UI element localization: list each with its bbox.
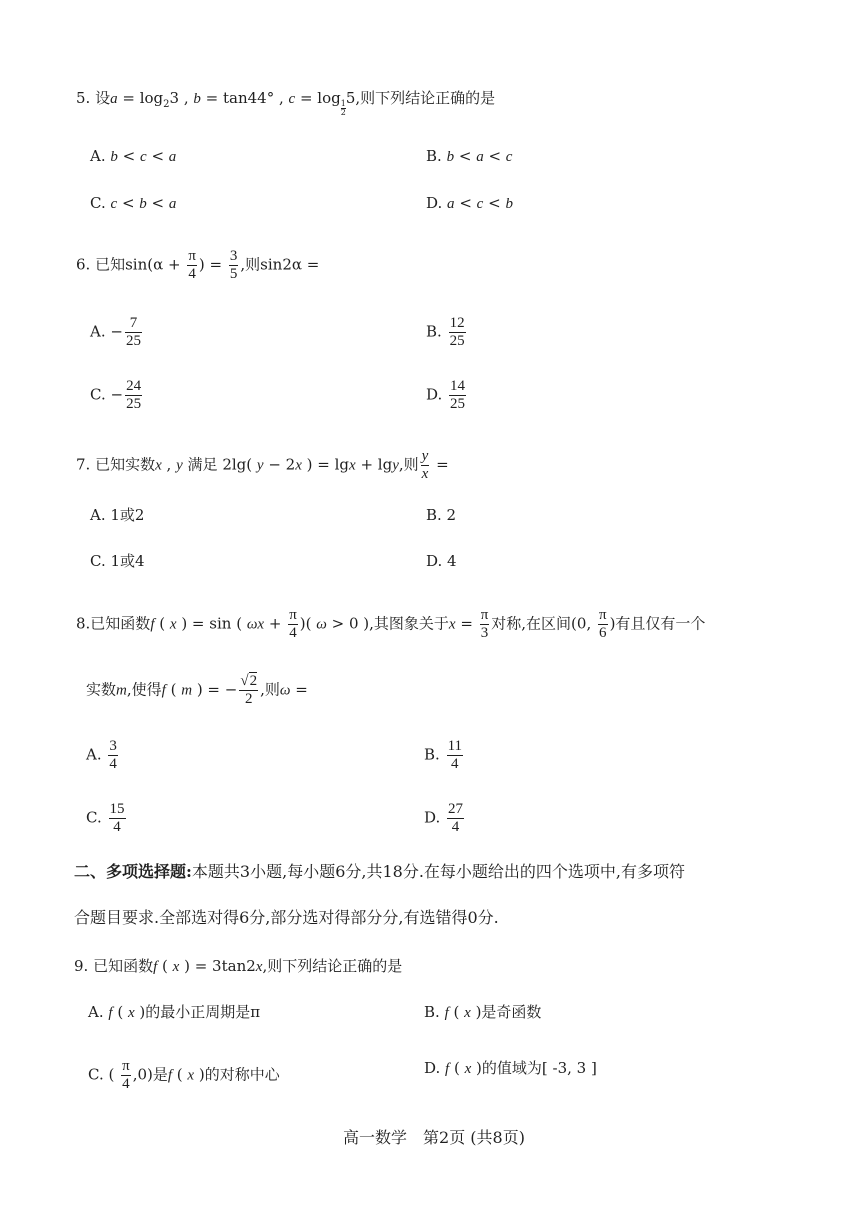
question-7-option-c: C. 1或4 xyxy=(90,552,145,570)
question-6-option-c: C. − $\frac{24}{25}$ xyxy=(90,378,142,412)
question-8-option-b: B. $\frac{11}{4}$ xyxy=(424,738,463,772)
question-9-option-c: C. ( $\frac{\pi}{4}$ ,0)是f ( x )的对称中心 xyxy=(88,1058,280,1092)
question-6-option-b: B. $\frac{12}{25}$ xyxy=(426,315,465,349)
section-2-intro-line2: 合题目要求.全部选对得6分,部分选对得部分分,有选错得0分. xyxy=(74,908,499,927)
question-8-option-c: C. $\frac{15}{4}$ xyxy=(86,801,125,835)
question-8-option-d: D. $\frac{27}{4}$ xyxy=(424,801,464,835)
question-9-stem: 9. 已知函数f ( x ) = 3tan2x,则下列结论正确的是 xyxy=(74,957,403,975)
question-6-option-d: D. $\frac{14}{25}$ xyxy=(426,378,466,412)
question-7-option-b: B. 2 xyxy=(426,506,457,524)
question-7-stem: 7. 已知实数x , y 满足 2lg( y − 2x ) = lgx + lgy,则 $\frac{y}{x}$ = xyxy=(76,448,449,482)
question-9-option-d: D. f ( x )的值域为[ -3, 3 ] xyxy=(424,1059,597,1077)
question-7-option-a: A. 1或2 xyxy=(90,506,145,524)
question-5-option-b: B. b < a < c xyxy=(426,147,513,165)
question-5-option-a: A. b < c < a xyxy=(90,147,177,165)
question-8-stem-line2: 实数m,使得f ( m ) = − $\frac{√2}{2}$ ,则ω = xyxy=(86,673,308,707)
question-8-option-a: A. $\frac{3}{4}$ xyxy=(86,738,117,772)
question-5-stem: 5. 设$a = \log_23$ , b = tan44° , c = log $\frac{1}{2}$ 5,则下列结论正确的是 xyxy=(76,89,496,117)
question-7-option-d: D. 4 xyxy=(426,552,457,570)
question-8-stem-line1: 8.已知函数f ( x ) = sin ( ωx + $\frac{\pi}{4}$ )( ω > 0 ),其图象关于x = $\frac{\pi}{3}$ 对称,在区间(0, $\frac{\pi}{6}$ )有且仅有一个 xyxy=(76,607,706,641)
question-5-option-d: D. a < c < b xyxy=(426,194,513,212)
question-5-option-c: C. c < b < a xyxy=(90,194,177,212)
section-2-intro-line1: 二、多项选择题:本题共3小题,每小题6分,共18分.在每小题给出的四个选项中,有多项符 xyxy=(74,862,685,881)
question-6-option-a: A. − $\frac{7}{25}$ xyxy=(90,315,141,349)
question-6-stem: 6. 已知sin(α + $\frac{\pi}{4}$ ) = $\frac{3}{5}$ ,则sin2α = xyxy=(76,248,320,282)
section-2-title: 二、多项选择题: xyxy=(74,862,192,881)
question-9-option-a: A. f ( x )的最小正周期是π xyxy=(88,1003,261,1021)
question-9-option-b: B. f ( x )是奇函数 xyxy=(424,1003,542,1021)
page-footer: 高一数学 第2页 (共8页) xyxy=(343,1128,525,1147)
